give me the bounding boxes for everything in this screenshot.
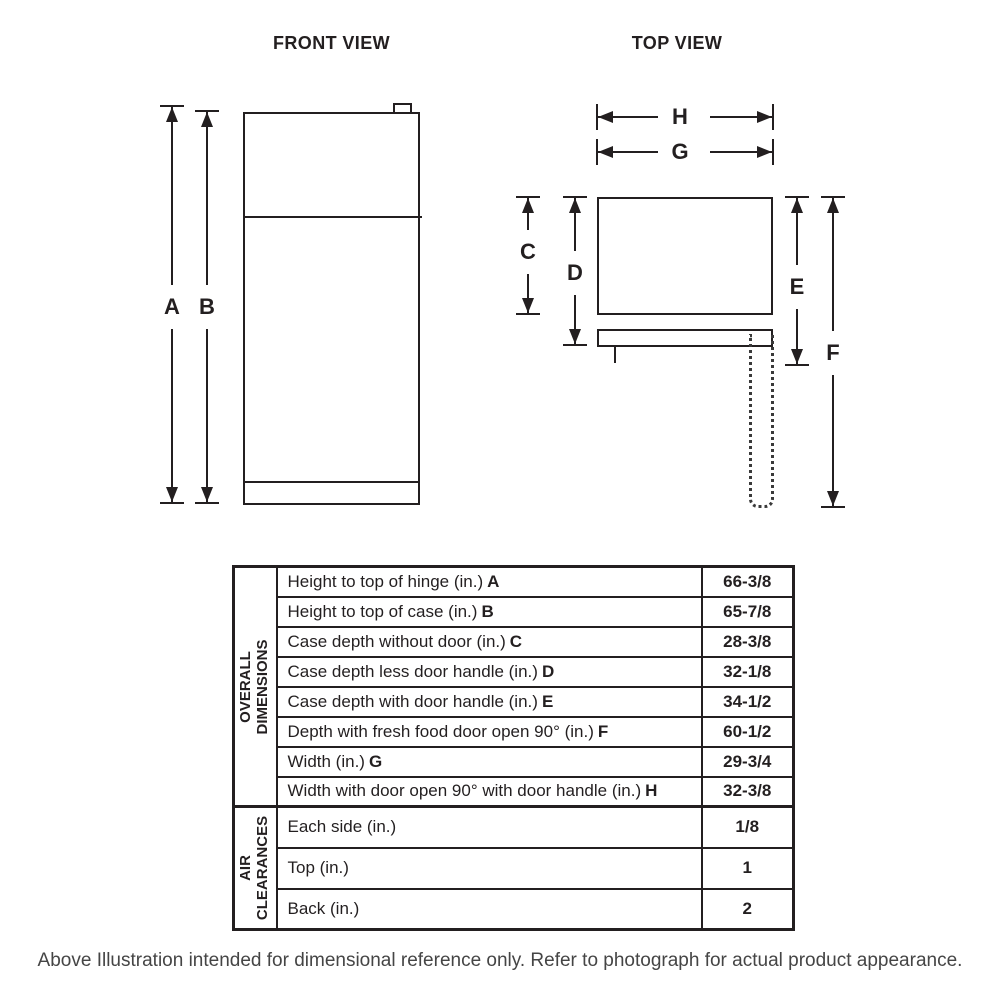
row-value: 66-3/8 xyxy=(702,567,794,597)
tick xyxy=(821,506,845,508)
dimension-e xyxy=(785,196,809,366)
row-label: Depth with fresh food door open 90° (in.) xyxy=(287,721,594,741)
row-label: Case depth without door (in.) xyxy=(287,631,506,651)
dimension-label-d: D xyxy=(567,260,583,285)
arrowhead-down-icon xyxy=(791,349,803,364)
dimension-d xyxy=(563,196,587,346)
front-view-title: FRONT VIEW xyxy=(273,33,390,53)
tick xyxy=(772,104,774,130)
table-row xyxy=(234,627,794,657)
row-label: Height to top of hinge (in.) xyxy=(287,571,484,591)
arrowhead-left-icon xyxy=(598,146,613,158)
row-value: 1 xyxy=(702,848,794,889)
section-header-air-clearances: AIR CLEARANCES xyxy=(234,807,277,930)
dimension-line xyxy=(171,107,173,285)
table-row xyxy=(234,807,794,848)
arrowhead-up-icon xyxy=(827,198,839,213)
row-value: 2 xyxy=(702,889,794,930)
row-value: 34-1/2 xyxy=(702,687,794,717)
footer-note: Above Illustration intended for dimensional reference only. Refer to photograph for actual product appearance. xyxy=(37,950,963,971)
row-dim-letter: D xyxy=(541,661,555,681)
front-view-kickplate-line xyxy=(245,481,418,483)
dimension-line xyxy=(206,112,208,285)
row-value: 60-1/2 xyxy=(702,717,794,747)
dimension-line xyxy=(832,198,834,331)
dimension-g xyxy=(596,139,774,165)
table-row xyxy=(234,777,794,807)
arrowhead-up-icon xyxy=(791,198,803,213)
dimension-label-e: E xyxy=(789,274,805,299)
arrowhead-right-icon xyxy=(757,111,772,123)
tick xyxy=(516,313,540,315)
arrowhead-up-icon xyxy=(569,198,581,213)
front-view-hinge xyxy=(393,103,412,114)
table-row xyxy=(234,687,794,717)
arrowhead-right-icon xyxy=(757,146,772,158)
row-label: Case depth with door handle (in.) xyxy=(287,691,538,711)
row-value: 32-3/8 xyxy=(702,777,794,807)
row-label: Back (in.) xyxy=(287,898,360,918)
row-value: 65-7/8 xyxy=(702,597,794,627)
row-label: Width with door open 90° with door handle (in.) xyxy=(287,781,642,801)
tick xyxy=(160,502,184,504)
row-dim-letter: F xyxy=(597,721,609,741)
row-value: 1/8 xyxy=(702,807,794,848)
arrowhead-down-icon xyxy=(201,487,213,502)
row-value: 28-3/8 xyxy=(702,627,794,657)
dimension-label-a: A xyxy=(164,294,180,319)
dimension-label-b: B xyxy=(199,294,215,319)
dimensions-table xyxy=(232,565,795,931)
table-row xyxy=(234,567,794,597)
top-view-title: TOP VIEW xyxy=(631,33,723,53)
arrowhead-left-icon xyxy=(598,111,613,123)
arrowhead-down-icon xyxy=(166,487,178,502)
dimension-label-c: C xyxy=(520,239,536,264)
tick xyxy=(195,502,219,504)
arrowhead-up-icon xyxy=(522,198,534,213)
top-view-door-open-dotted-outline xyxy=(749,334,774,508)
row-dim-letter: B xyxy=(481,601,494,621)
row-label: Top (in.) xyxy=(287,858,349,877)
dimension-a xyxy=(160,105,184,504)
row-dim-letter: H xyxy=(645,781,658,801)
front-view-freezer-divider-line xyxy=(243,216,422,218)
top-view-door-outline xyxy=(597,329,773,347)
table-row xyxy=(234,889,794,930)
dimension-h xyxy=(596,104,774,130)
tick xyxy=(563,344,587,346)
row-value: 32-1/8 xyxy=(702,657,794,687)
row-dim-letter: G xyxy=(368,751,383,771)
table-row xyxy=(234,747,794,777)
dimension-c xyxy=(516,196,540,315)
dimension-line xyxy=(206,329,208,502)
dimension-label-g: G xyxy=(671,139,689,164)
dimension-b xyxy=(195,110,219,504)
row-dim-letter: C xyxy=(509,631,523,651)
row-value: 29-3/4 xyxy=(702,747,794,777)
arrowhead-up-icon xyxy=(166,107,178,122)
row-dim-letter: E xyxy=(541,691,554,711)
arrowhead-up-icon xyxy=(201,112,213,127)
dimension-f xyxy=(821,196,845,508)
tick xyxy=(785,364,809,366)
top-view-door-handle xyxy=(614,347,616,363)
table-row xyxy=(234,717,794,747)
tick xyxy=(772,139,774,165)
dimension-label-h: H xyxy=(672,104,688,129)
dimension-label-f: F xyxy=(826,340,840,365)
row-label: Width (in.) xyxy=(287,751,365,771)
table-row xyxy=(234,597,794,627)
top-view-case-outline xyxy=(597,197,773,315)
row-dim-letter: A xyxy=(487,571,500,591)
arrowhead-down-icon xyxy=(522,298,534,313)
row-label: Height to top of case (in.) xyxy=(287,601,478,621)
table-row xyxy=(234,657,794,687)
dimension-line xyxy=(171,329,173,502)
row-label: Case depth less door handle (in.) xyxy=(287,661,538,681)
table-row xyxy=(234,848,794,889)
arrowhead-down-icon xyxy=(827,491,839,506)
section-header-overall-dimensions: OVERALL DIMENSIONS xyxy=(234,567,277,807)
row-label: Each side (in.) xyxy=(287,817,397,837)
arrowhead-down-icon xyxy=(569,329,581,344)
dimension-line xyxy=(832,375,834,506)
front-view-fridge-outline xyxy=(243,112,420,505)
